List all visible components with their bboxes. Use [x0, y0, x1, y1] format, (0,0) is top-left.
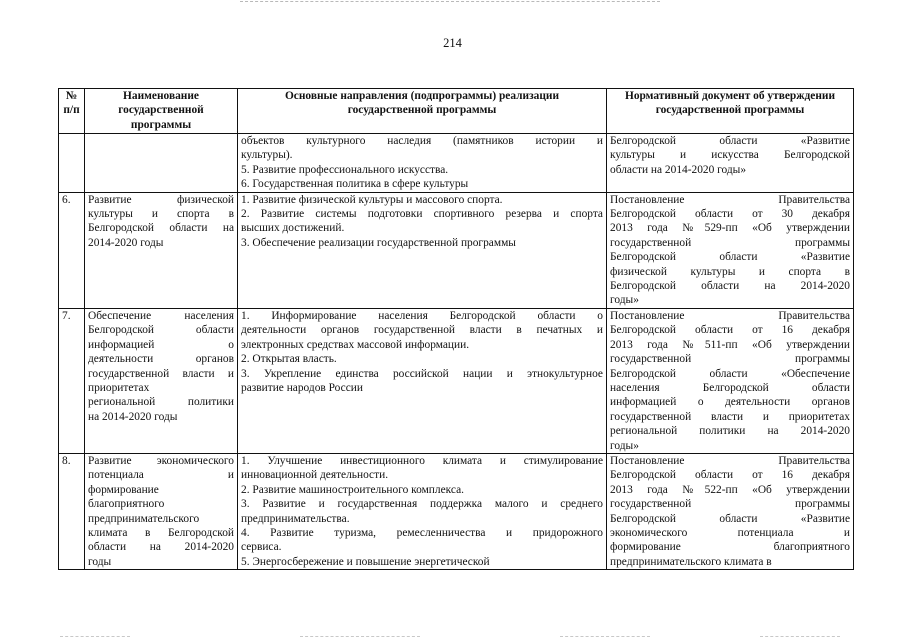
directions-cell — [238, 453, 607, 569]
program-name-line: климата в Белгородской — [88, 526, 234, 539]
document-line: Белгородской области «Обеспечение — [610, 367, 850, 380]
program-name-line: Белгородской области — [88, 324, 234, 337]
program-name-line: Белгородской области на — [88, 222, 234, 235]
direction-line: 1. Информирование населения Белгородской области о — [241, 309, 603, 322]
direction-line: 2. Открытая власть. — [241, 353, 337, 366]
row-number — [59, 134, 85, 193]
normative-document-cell — [607, 308, 854, 453]
header-normative-document: Нормативный документ об утверждении государственной программы — [607, 89, 854, 134]
document-line: 2013 года №511-пп «Об утверждении — [610, 338, 850, 351]
direction-line: 3. Развитие и государственная поддержка малого и среднего — [241, 498, 603, 511]
program-name-line: годы — [88, 555, 112, 568]
document-line: годы» — [610, 294, 639, 307]
direction-line: деятельности органов государственной власти в печатных и — [241, 324, 603, 337]
direction-line: 5. Энергосбережение и повышение энергетической — [241, 555, 490, 568]
program-name-line: Развитие экономического — [88, 454, 234, 467]
program-name-line: предпринимательского — [88, 512, 200, 525]
direction-line: предпринимательства. — [241, 512, 350, 525]
document-line: Постановление Правительства — [610, 193, 850, 206]
program-name-line: 2014-2020 годы — [88, 236, 164, 249]
document-line: Белгородской области «Развитие — [610, 251, 850, 264]
direction-line: 3. Обеспечение реализации государственной программы — [241, 236, 516, 249]
document-line: предпринимательского климата в — [610, 555, 772, 568]
direction-line: 4. Развитие туризма, ремесленничества и придорожного — [241, 526, 603, 539]
programs-table — [58, 88, 854, 570]
direction-line: 3. Укрепление единства российской нации и этнокультурное — [241, 367, 603, 380]
program-name-line: приоритетах — [88, 381, 150, 394]
program-name-line: деятельности органов — [88, 353, 234, 366]
document-line: Постановление Правительства — [610, 454, 850, 467]
direction-line: 6. Государственная политика в сфере культуры — [241, 178, 469, 191]
program-name-cell — [85, 308, 238, 453]
normative-document-cell — [607, 192, 854, 308]
document-line: Белгородской области «Развитие — [610, 135, 850, 147]
document-line: культуры и искусства Белгородской — [610, 149, 850, 162]
document-line: экономического потенциала и — [610, 526, 850, 539]
header-program-name: Наименование государственной программы — [85, 89, 238, 134]
document-line: Белгородской области от 30 декабря — [610, 208, 850, 221]
document-line: годы» — [610, 439, 639, 452]
direction-line: 2. Развитие системы подготовки спортивного резерва и спорта — [241, 208, 603, 221]
program-name-line: культуры и спорта в — [88, 208, 234, 221]
table-header-row — [59, 89, 854, 134]
program-name-line: региональной политики — [88, 396, 234, 409]
document-line: государственной власти и приоритетах — [610, 410, 850, 423]
direction-line: 1. Улучшение инвестиционного климата и стимулирование — [241, 454, 603, 467]
document-line: области на 2014-2020 годы» — [610, 163, 747, 176]
direction-line: 5. Развитие профессионального искусства. — [241, 163, 449, 176]
direction-line: электронных средствах массовой информации. — [241, 338, 470, 351]
header-directions: Основные направления (подпрограммы) реализации государственной программы — [238, 89, 607, 134]
directions-cell — [238, 134, 607, 193]
table-row — [59, 192, 854, 308]
table-row — [59, 134, 854, 193]
document-line: 2013 года №522-пп «Об утверждении — [610, 483, 850, 496]
program-name-line: благоприятного — [88, 498, 165, 511]
document-line: физической культуры и спорта в — [610, 265, 850, 278]
program-name-cell — [85, 453, 238, 569]
document-line: 2013 года №529-пп «Об утверждении — [610, 222, 850, 235]
document-line: Постановление Правительства — [610, 309, 850, 322]
program-name-line: информацией о — [88, 338, 234, 351]
program-name-cell — [85, 192, 238, 308]
document-line: государственной программы — [610, 498, 850, 511]
table-row — [59, 453, 854, 569]
program-name-line: потенциала и — [88, 469, 234, 482]
table-row — [59, 308, 854, 453]
directions-cell — [238, 308, 607, 453]
document-line: Белгородской области на 2014-2020 — [610, 280, 850, 293]
normative-document-cell — [607, 134, 854, 193]
document-line: формирование благоприятного — [610, 541, 850, 554]
document-line: региональной политики на 2014-2020 — [610, 425, 850, 438]
header-num: № п/п — [59, 89, 85, 134]
program-name-line: формирование — [88, 483, 159, 496]
program-name-line: на 2014-2020 годы — [88, 410, 178, 423]
direction-line: культуры). — [241, 149, 293, 162]
document-line: населения Белгородской области — [610, 381, 850, 394]
row-number: 7. — [59, 308, 85, 453]
document-line: Белгородской области от 16 декабря — [610, 469, 850, 482]
page-number: 214 — [443, 36, 462, 50]
document-line: государственной программы — [610, 236, 850, 249]
program-name-line: государственной власти и — [88, 367, 234, 380]
direction-line: 2. Развитие машиностроительного комплекса. — [241, 483, 464, 496]
document-line: Белгородской области от 16 декабря — [610, 324, 850, 337]
document-line: государственной программы — [610, 353, 850, 366]
document-line: информацией о деятельности органов — [610, 396, 850, 409]
program-name-line: области на 2014-2020 — [88, 541, 234, 554]
row-number: 8. — [59, 453, 85, 569]
scan-top-edge — [240, 1, 660, 2]
direction-line: развитие народов России — [241, 381, 363, 394]
normative-document-cell — [607, 453, 854, 569]
direction-line: инновационной деятельности. — [241, 469, 389, 482]
program-name-line: Развитие физической — [88, 193, 234, 206]
directions-cell — [238, 192, 607, 308]
scan-bottom-edge — [0, 632, 905, 640]
program-name-line: Обеспечение населения — [88, 309, 234, 322]
direction-line: объектов культурного наследия (памятников истории и — [241, 135, 603, 147]
direction-line: 1. Развитие физической культуры и массового спорта. — [241, 193, 503, 206]
program-name-cell — [85, 134, 238, 193]
direction-line: высших достижений. — [241, 222, 345, 235]
document-line: Белгородской области «Развитие — [610, 512, 850, 525]
direction-line: сервиса. — [241, 541, 282, 554]
row-number: 6. — [59, 192, 85, 308]
